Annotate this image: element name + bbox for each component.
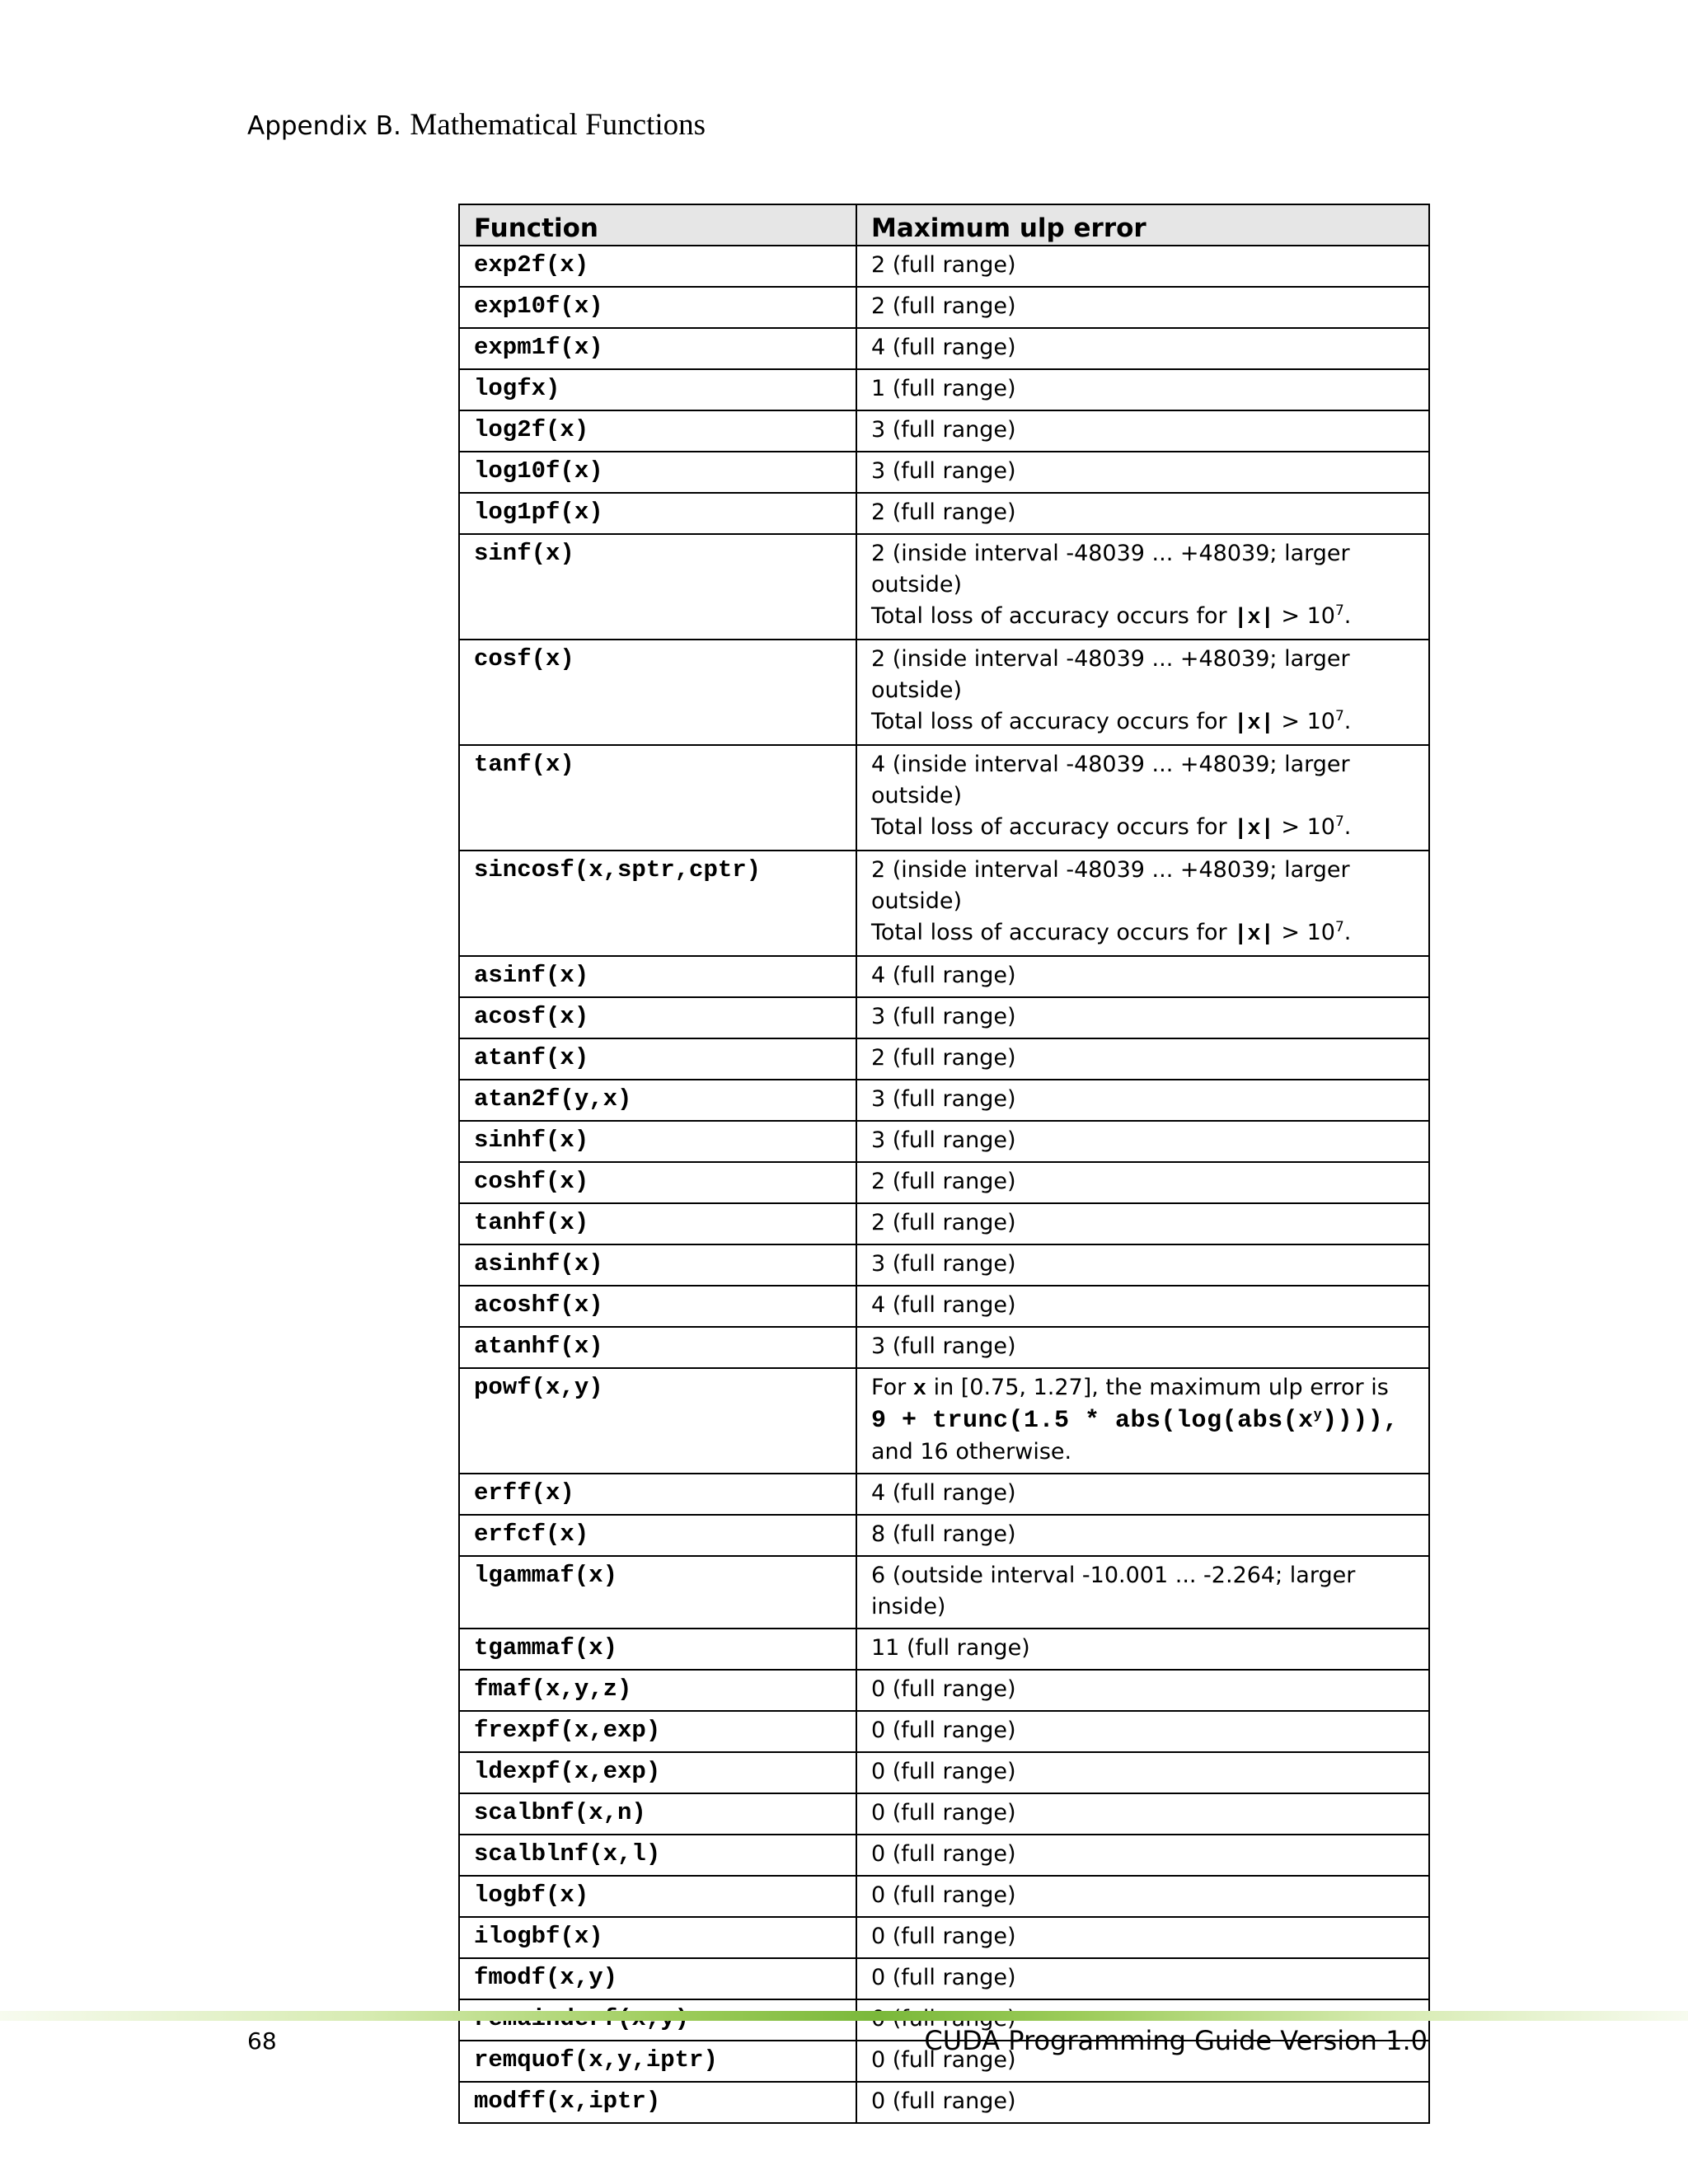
formula-exponent: y — [1313, 1408, 1323, 1423]
ulp-error-cell — [856, 1121, 1429, 1162]
error-text: 3 (full range) — [871, 417, 1016, 443]
ulp-error-cell — [856, 1474, 1429, 1515]
function-name-cell: acosf(x) — [459, 997, 856, 1038]
error-text: 0 (full range) — [871, 1841, 1016, 1867]
error-text: 2 (full range) — [871, 499, 1016, 525]
note-exponent: 7 — [1334, 813, 1344, 830]
table-row — [459, 1080, 1429, 1121]
column-header-max-ulp-error: Maximum ulp error — [856, 204, 1429, 246]
error-text: 0 (full range) — [871, 1800, 1016, 1825]
function-name-cell: coshf(x) — [459, 1162, 856, 1203]
note-text: > 10 — [1273, 709, 1335, 734]
error-text: 0 (full range) — [871, 1676, 1016, 1702]
error-text: 6 (outside interval -10.001 ... -2.264; larger inside) — [871, 1563, 1356, 1619]
ulp-error-cell — [856, 851, 1429, 956]
table-row — [459, 956, 1429, 997]
function-name-cell: erfcf(x) — [459, 1515, 856, 1556]
ulp-error-cell — [856, 1286, 1429, 1327]
error-text: 4 (full range) — [871, 963, 1016, 988]
error-text: 4 (full range) — [871, 335, 1016, 360]
table-row — [459, 745, 1429, 851]
ulp-error-cell — [856, 1038, 1429, 1080]
function-name-cell: erff(x) — [459, 1474, 856, 1515]
function-name-cell: asinhf(x) — [459, 1244, 856, 1286]
ulp-error-cell — [856, 1917, 1429, 1958]
function-name-cell: log2f(x) — [459, 410, 856, 452]
table-row — [459, 287, 1429, 328]
function-name-cell: logfx) — [459, 369, 856, 410]
error-text: 3 (full range) — [871, 1127, 1016, 1153]
note-text: > 10 — [1273, 920, 1335, 945]
function-name-cell: fmaf(x,y,z) — [459, 1670, 856, 1711]
error-text: 0 (full range) — [871, 1965, 1016, 1990]
error-text: 3 (full range) — [871, 1251, 1016, 1277]
function-name-cell: frexpf(x,exp) — [459, 1711, 856, 1752]
ulp-error-cell — [856, 640, 1429, 745]
error-text: 2 (inside interval -48039 ... +48039; larger outside) — [871, 646, 1350, 703]
function-name-cell: asinf(x) — [459, 956, 856, 997]
function-name-cell: atan2f(y,x) — [459, 1080, 856, 1121]
note-text: . — [1343, 814, 1352, 840]
function-name-cell: tanhf(x) — [459, 1203, 856, 1244]
table-row — [459, 1038, 1429, 1080]
table-row — [459, 1327, 1429, 1368]
function-name-cell: sinf(x) — [459, 534, 856, 640]
function-name-cell: scalblnf(x,l) — [459, 1835, 856, 1876]
variable-name: |x| — [1234, 817, 1274, 841]
error-text: 2 (full range) — [871, 293, 1016, 319]
table-row — [459, 851, 1429, 956]
table-row — [459, 452, 1429, 493]
error-text: 2 (full range) — [871, 252, 1016, 278]
page-number: 68 — [247, 2027, 277, 2055]
ulp-error-cell — [856, 369, 1429, 410]
ulp-error-cell — [856, 493, 1429, 534]
table-row — [459, 1835, 1429, 1876]
function-name-cell: expm1f(x) — [459, 328, 856, 369]
ulp-error-cell — [856, 1752, 1429, 1793]
appendix-label: Appendix B. — [247, 111, 401, 141]
table-row — [459, 1121, 1429, 1162]
function-name-cell: acoshf(x) — [459, 1286, 856, 1327]
function-name-cell: modff(x,iptr) — [459, 2082, 856, 2123]
ulp-error-cell — [856, 1556, 1429, 1629]
ulp-error-cell — [856, 1629, 1429, 1670]
function-name-cell: exp2f(x) — [459, 246, 856, 287]
ulp-error-cell — [856, 2082, 1429, 2123]
error-text: 11 (full range) — [871, 1635, 1030, 1661]
table-row — [459, 1752, 1429, 1793]
ulp-error-cell — [856, 1327, 1429, 1368]
error-text: 2 (inside interval -48039 ... +48039; larger outside) — [871, 541, 1350, 598]
table-header-row — [459, 204, 1429, 246]
error-text: 0 (full range) — [871, 2088, 1016, 2114]
ulp-error-cell — [856, 1162, 1429, 1203]
document-title: CUDA Programming Guide Version 1.0 — [924, 2025, 1428, 2056]
table-row — [459, 1368, 1429, 1474]
table-row — [459, 410, 1429, 452]
error-text-line: and 16 otherwise. — [871, 1439, 1072, 1465]
note-exponent: 7 — [1334, 708, 1344, 724]
ulp-error-cell — [856, 287, 1429, 328]
error-text: 2 (full range) — [871, 1169, 1016, 1194]
note-text: > 10 — [1273, 603, 1335, 629]
ulp-error-cell — [856, 452, 1429, 493]
table-row — [459, 1515, 1429, 1556]
ulp-error-cell — [856, 246, 1429, 287]
table-row — [459, 493, 1429, 534]
accuracy-note — [871, 812, 1415, 845]
function-name-cell: fmodf(x,y) — [459, 1958, 856, 1999]
formula-text: 9 + trunc(1.5 * abs(log(abs(x — [871, 1407, 1314, 1435]
ulp-error-cell — [856, 1711, 1429, 1752]
function-name-cell: ilogbf(x) — [459, 1917, 856, 1958]
note-text: Total loss of accuracy occurs for — [871, 603, 1235, 629]
ulp-error-cell — [856, 1835, 1429, 1876]
function-name-cell: tanf(x) — [459, 745, 856, 851]
ulp-error-cell — [856, 1515, 1429, 1556]
function-name-cell: ldexpf(x,exp) — [459, 1752, 856, 1793]
error-text: 2 (inside interval -48039 ... +48039; larger outside) — [871, 857, 1350, 914]
function-name-cell: powf(x,y) — [459, 1368, 856, 1474]
accuracy-note — [871, 601, 1415, 634]
function-name-cell: sincosf(x,sptr,cptr) — [459, 851, 856, 956]
ulp-error-cell — [856, 410, 1429, 452]
table-row — [459, 997, 1429, 1038]
table-row — [459, 1556, 1429, 1629]
error-text-line — [871, 1372, 1415, 1405]
error-text: 4 (full range) — [871, 1292, 1016, 1318]
error-text: in [0.75, 1.27], the maximum ulp error is — [926, 1375, 1389, 1400]
variable-name: x — [912, 1377, 926, 1402]
ulp-error-cell — [856, 1958, 1429, 1999]
note-text: > 10 — [1273, 814, 1335, 840]
note-text: Total loss of accuracy occurs for — [871, 709, 1235, 734]
table-row — [459, 1670, 1429, 1711]
ulp-error-cell — [856, 1793, 1429, 1835]
table-row — [459, 1917, 1429, 1958]
table-row — [459, 1958, 1429, 1999]
error-text: 0 (full range) — [871, 1718, 1016, 1743]
ulp-error-table — [458, 204, 1430, 2124]
function-name-cell: atanf(x) — [459, 1038, 856, 1080]
error-text: 2 (full range) — [871, 1045, 1016, 1071]
note-text: . — [1343, 603, 1352, 629]
error-text: For — [871, 1375, 913, 1400]
ulp-error-cell — [856, 1203, 1429, 1244]
table-row — [459, 1203, 1429, 1244]
table-row — [459, 1244, 1429, 1286]
table-row — [459, 1474, 1429, 1515]
function-name-cell: log1pf(x) — [459, 493, 856, 534]
error-text: 3 (full range) — [871, 1086, 1016, 1112]
table-row — [459, 1286, 1429, 1327]
function-name-cell: sinhf(x) — [459, 1121, 856, 1162]
ulp-error-cell — [856, 1670, 1429, 1711]
error-text: 4 (full range) — [871, 1480, 1016, 1506]
ulp-formula — [871, 1405, 1415, 1436]
ulp-error-cell — [856, 745, 1429, 851]
function-name-cell: tgammaf(x) — [459, 1629, 856, 1670]
table-row — [459, 1711, 1429, 1752]
page-title: Mathematical Functions — [410, 108, 706, 142]
function-name-cell: logbf(x) — [459, 1876, 856, 1917]
ulp-error-cell — [856, 1876, 1429, 1917]
note-exponent: 7 — [1334, 602, 1344, 619]
function-name-cell: scalbnf(x,n) — [459, 1793, 856, 1835]
footer-divider — [0, 2011, 1688, 2021]
table-row — [459, 328, 1429, 369]
note-text: Total loss of accuracy occurs for — [871, 814, 1235, 840]
formula-text: )))), — [1322, 1407, 1399, 1435]
function-name-cell: exp10f(x) — [459, 287, 856, 328]
error-text: 3 (full range) — [871, 458, 1016, 484]
error-text: 3 (full range) — [871, 1004, 1016, 1029]
function-name-cell: log10f(x) — [459, 452, 856, 493]
function-name-cell: remquof(x,y,iptr) — [459, 2041, 856, 2082]
table-row — [459, 1629, 1429, 1670]
error-text: 0 (full range) — [871, 2047, 1016, 2073]
table-row — [459, 246, 1429, 287]
error-text: 0 (full range) — [871, 1924, 1016, 1949]
table-body — [459, 246, 1429, 2123]
table-row — [459, 1876, 1429, 1917]
function-name-cell: lgammaf(x) — [459, 1556, 856, 1629]
error-text: 2 (full range) — [871, 1210, 1016, 1235]
error-text: 1 (full range) — [871, 376, 1016, 401]
ulp-error-cell — [856, 956, 1429, 997]
error-text: 0 (full range) — [871, 1882, 1016, 1908]
error-text: 0 (full range) — [871, 1759, 1016, 1784]
column-header-function: Function — [459, 204, 856, 246]
note-exponent: 7 — [1334, 919, 1344, 935]
variable-name: |x| — [1234, 922, 1274, 947]
function-name-cell: atanhf(x) — [459, 1327, 856, 1368]
error-text: 4 (inside interval -48039 ... +48039; larger outside) — [871, 752, 1350, 808]
ulp-error-cell — [856, 1080, 1429, 1121]
note-text: . — [1343, 920, 1352, 945]
table-row — [459, 1162, 1429, 1203]
error-text: 3 (full range) — [871, 1333, 1016, 1359]
table-row — [459, 369, 1429, 410]
ulp-error-cell — [856, 997, 1429, 1038]
table-row — [459, 1793, 1429, 1835]
running-head — [247, 105, 706, 146]
ulp-error-cell — [856, 1244, 1429, 1286]
accuracy-note — [871, 917, 1415, 950]
ulp-error-cell — [856, 534, 1429, 640]
variable-name: |x| — [1234, 606, 1274, 630]
table-row — [459, 640, 1429, 745]
ulp-error-cell — [856, 328, 1429, 369]
error-text: 8 (full range) — [871, 1521, 1016, 1547]
table-row — [459, 534, 1429, 640]
function-name-cell: cosf(x) — [459, 640, 856, 745]
ulp-error-cell — [856, 1368, 1429, 1474]
variable-name: |x| — [1234, 711, 1274, 736]
note-text: Total loss of accuracy occurs for — [871, 920, 1235, 945]
note-text: . — [1343, 709, 1352, 734]
accuracy-note — [871, 706, 1415, 739]
table-row — [459, 2082, 1429, 2123]
